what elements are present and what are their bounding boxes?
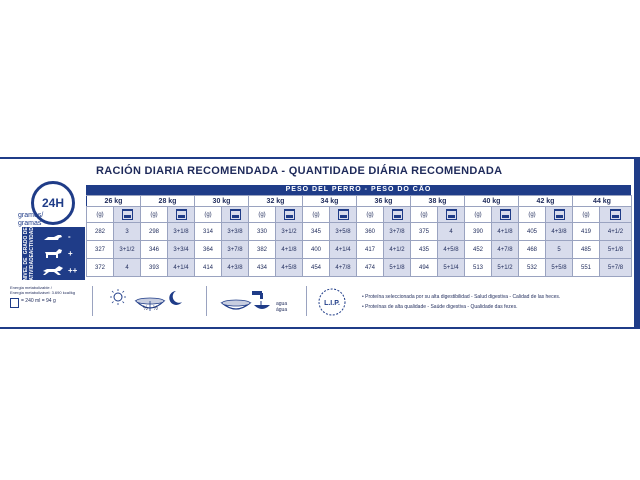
grams-cell: 282 [87,223,114,241]
activity-level-high [38,262,85,279]
grams-cell: 314 [195,223,222,241]
gramos-line-1: gramos/ [18,212,44,219]
page-title: RACIÓN DIARIA RECOMENDADA - QUANTIDADE DIÁRIA RECOMENDADA [96,165,503,177]
grams-unit: (g) [411,207,438,223]
cups-cell: 3 [114,223,141,241]
cup-icon [330,207,357,223]
cups-cell: 3+7/8 [384,223,411,241]
half-label: ½ [143,306,149,312]
note-line: • Proteína seleccionada por su alta digestibilidad - Salud digestiva - Calidad de las heces. [362,294,561,300]
bowl-icon [136,298,164,311]
grams-cell: 551 [573,259,600,277]
lip-label: L.I.P. [324,300,340,307]
table-row [87,223,632,241]
grams-cell: 485 [573,241,600,259]
grams-cell: 435 [411,241,438,259]
grams-cell: 414 [195,259,222,277]
cup-icon [384,207,411,223]
sun-icon [110,289,126,305]
grams-cell: 346 [141,241,168,259]
grams-cell: 434 [249,259,276,277]
measuring-cup-icon [10,298,19,308]
grams-cell: 468 [519,241,546,259]
cup-icon [546,207,573,223]
cups-cell: 3+3/8 [222,223,249,241]
cups-cell: 4 [438,223,465,241]
weight-cell: 28 kg [141,196,195,207]
cup-icon [114,207,141,223]
grams-cell: 330 [249,223,276,241]
grams-cell: 364 [195,241,222,259]
grams-cell: 513 [465,259,492,277]
cups-cell: 5 [546,241,573,259]
energy-info [10,285,85,308]
weight-cell: 44 kg [573,196,632,207]
activity-sign: + [68,249,73,258]
weight-row [87,196,632,207]
grams-cell: 405 [519,223,546,241]
gramos-label [18,212,43,228]
grams-unit: (g) [87,207,114,223]
cups-cell: 5+1/4 [438,259,465,277]
cup-icon [438,207,465,223]
grams-cell: 474 [357,259,384,277]
grams-cell: 454 [303,259,330,277]
moon-icon [169,291,182,305]
divider [92,286,93,316]
cups-cell: 4 [114,259,141,277]
grams-unit: (g) [249,207,276,223]
unit-row [87,207,632,223]
dog-lying-icon [42,231,64,242]
cup-icon [276,207,303,223]
protein-notes [362,292,560,312]
cup-icon [492,207,519,223]
activity-level-medium [38,245,85,262]
grams-cell: 345 [303,223,330,241]
grams-unit: (g) [357,207,384,223]
grams-cell: 327 [87,241,114,259]
cups-cell: 4+5/8 [438,241,465,259]
gramos-line-2: gramas [18,220,42,227]
cup-icon [168,207,195,223]
energy-line-1: Energia metabolizable / [10,285,52,290]
water-label: agua [276,301,288,307]
grams-unit: (g) [303,207,330,223]
grams-cell: 372 [87,259,114,277]
cups-cell: 4+1/8 [276,241,303,259]
weight-cell: 42 kg [519,196,573,207]
grams-cell: 375 [411,223,438,241]
cups-cell: 3+3/4 [168,241,195,259]
cups-cell: 3+1/2 [276,223,303,241]
grams-cell: 390 [465,223,492,241]
cups-cell: 3+7/8 [222,241,249,259]
grams-cell: 382 [249,241,276,259]
water-tap-icon [252,291,270,309]
activity-label-pt: NIVEL DE ATIVIDADE [23,253,35,281]
grams-unit: (g) [141,207,168,223]
cups-cell: 4+7/8 [330,259,357,277]
activity-label-es: GRADO DE ACTIVIDAD [23,226,35,254]
cups-cell: 4+1/4 [330,241,357,259]
table-row [87,241,632,259]
weight-cell: 40 kg [465,196,519,207]
cups-cell: 5+1/8 [384,259,411,277]
divider [306,286,307,316]
ration-table [86,195,632,277]
weight-cell: 34 kg [303,196,357,207]
note-line: • Proteínas de alta qualidade - Saúde digestiva - Qualidade das fezes. [362,304,518,310]
weight-cell: 38 kg [411,196,465,207]
grams-cell: 452 [465,241,492,259]
cup-icon [222,207,249,223]
dog-running-icon [42,265,64,276]
grams-cell: 494 [411,259,438,277]
grams-cell: 360 [357,223,384,241]
grams-unit: (g) [195,207,222,223]
lip-logo-icon [313,287,351,317]
cups-cell: 4+1/2 [384,241,411,259]
activity-sign: ++ [68,266,78,275]
weight-cell: 32 kg [249,196,303,207]
cups-cell: 4+5/8 [276,259,303,277]
divider [206,286,207,316]
energy-line-3: = 240 ml = 94 g [21,298,56,304]
cups-cell: 3+1/2 [114,241,141,259]
grams-unit: (g) [573,207,600,223]
grams-cell: 400 [303,241,330,259]
activity-sign: - [68,232,71,241]
table-row [87,259,632,277]
cups-cell: 4+1/8 [492,223,519,241]
bowl-icon [222,300,250,309]
cups-cell: 3+5/8 [330,223,357,241]
meal-split-icons [100,287,200,317]
cups-cell: 5+7/8 [600,259,632,277]
weight-cell: 36 kg [357,196,411,207]
weight-cell: 30 kg [195,196,249,207]
cups-cell: 5+1/8 [600,241,632,259]
badge-text: 24H [41,196,64,210]
grams-cell: 419 [573,223,600,241]
energy-cup [10,295,85,308]
cups-cell: 4+7/8 [492,241,519,259]
water-icons [216,287,306,317]
activity-level-low [38,228,85,245]
grams-cell: 298 [141,223,168,241]
dog-standing-icon [42,248,64,259]
activity-level-bar [22,227,85,280]
cups-cell: 5+1/2 [492,259,519,277]
grams-unit: (g) [465,207,492,223]
cups-cell: 4+1/2 [600,223,632,241]
water-label: água [276,307,288,313]
grams-cell: 532 [519,259,546,277]
weight-cell: 26 kg [87,196,141,207]
grams-cell: 393 [141,259,168,277]
weight-header: PESO DEL PERRO - PESO DO CÃO [86,185,631,195]
grams-cell: 417 [357,241,384,259]
cup-icon [600,207,632,223]
half-label: ½ [153,306,159,312]
energy-line-2: Energia metabolizável: 3.690 kcal/kg [10,290,76,295]
cups-cell: 4+3/8 [546,223,573,241]
cups-cell: 4+3/8 [222,259,249,277]
panel-edge [634,157,640,329]
grams-unit: (g) [519,207,546,223]
cups-cell: 4+1/4 [168,259,195,277]
cups-cell: 3+1/8 [168,223,195,241]
cups-cell: 5+5/8 [546,259,573,277]
activity-label [22,226,36,281]
